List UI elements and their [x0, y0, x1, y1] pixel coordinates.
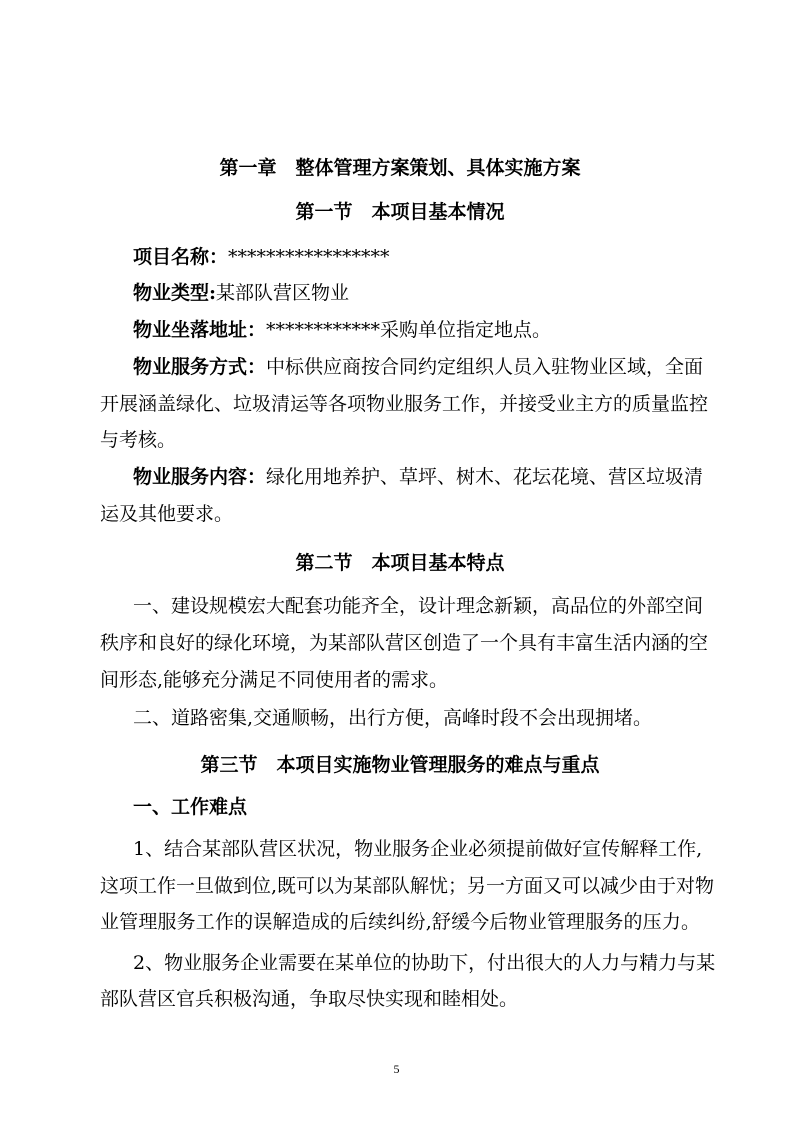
section-title: 第二节 本项目基本特点 — [295, 552, 505, 574]
service-mode — [133, 354, 704, 380]
property-address — [133, 317, 700, 343]
text-line: 2、物业服务企业需要在某单位的协助下，付出很大的人力与精力与某 — [133, 952, 716, 974]
section-title: 第三节 本项目实施物业管理服务的难点与重点 — [200, 754, 600, 776]
value: ************采购单位指定地点。 — [266, 319, 552, 341]
project-name — [133, 244, 700, 270]
page-number: 5 — [393, 1062, 400, 1076]
text-line: 与考核。 — [100, 429, 177, 451]
subheading: 一、工作难点 — [133, 796, 248, 818]
value: ***************** — [228, 246, 390, 268]
service-content — [133, 464, 704, 490]
text-line: 间形态,能够充分满足不同使用者的需求。 — [100, 669, 449, 691]
label: 物业服务内容： — [133, 466, 267, 488]
label: 物业类型: — [133, 282, 217, 304]
value: 某部队营区物业 — [216, 282, 350, 304]
label: 项目名称： — [133, 246, 229, 268]
text-line: 业管理服务工作的误解造成的后续纠纷,舒缓今后物业管理服务的压力。 — [100, 911, 700, 933]
text-line: 中标供应商按合同约定组织人员入驻物业区域，全面 — [266, 356, 704, 378]
text-line: 1、结合某部队营区状况，物业服务企业必须提前做好宣传解释工作, — [133, 838, 703, 860]
label: 物业坐落地址： — [133, 319, 267, 341]
text-line: 一、建设规模宏大配套功能齐全，设计理念新颖，高品位的外部空间 — [133, 595, 704, 617]
section-title: 第一节 本项目基本情况 — [295, 201, 505, 223]
property-type — [133, 280, 700, 306]
text-line: 部队营区官兵积极沟通，争取尽快实现和睦相处。 — [100, 988, 519, 1010]
text-line: 绿化用地养护、草坪、树木、花坛花境、营区垃圾清 — [266, 466, 704, 488]
text-line: 运及其他要求。 — [100, 503, 234, 525]
text-line: 这项工作一旦做到位,既可以为某部队解忧；另一方面又可以减少由于对物 — [100, 875, 715, 897]
label: 物业服务方式： — [133, 356, 267, 378]
chapter-title: 第一章 整体管理方案策划、具体实施方案 — [219, 157, 581, 179]
text-line: 秩序和良好的绿化环境，为某部队营区创造了一个具有丰富生活内涵的空 — [100, 632, 709, 654]
text-line: 二、道路密集,交通顺畅，出行方便，高峰时段不会出现拥堵。 — [133, 707, 653, 729]
text-line: 开展涵盖绿化、垃圾清运等各项物业服务工作，并接受业主方的质量监控 — [100, 393, 709, 415]
